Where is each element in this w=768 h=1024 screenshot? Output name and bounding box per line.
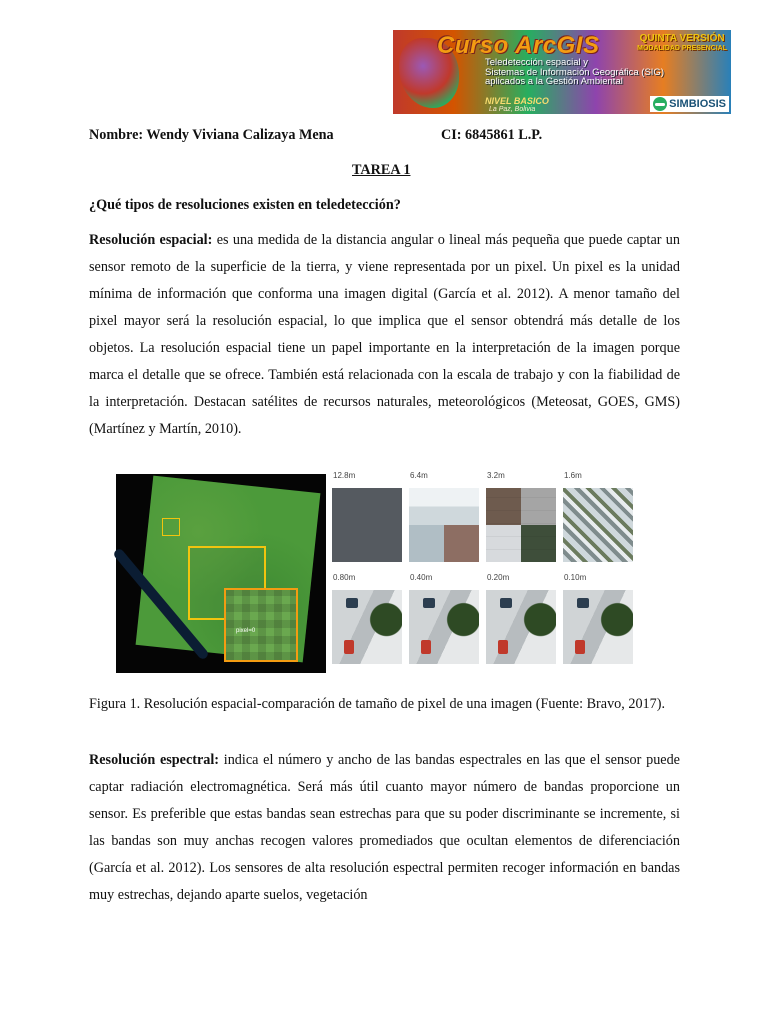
zoom-box-large: [224, 588, 298, 662]
spatial-resolution-heading: Resolución espacial:: [89, 232, 213, 248]
dark-car: [346, 598, 358, 608]
course-banner: [393, 30, 731, 114]
panel-image: [563, 488, 633, 562]
panel-label: 12.8m: [333, 471, 356, 480]
student-ci: [441, 122, 542, 149]
panel-label: 0.20m: [487, 573, 510, 582]
simbiosis-logo-icon: [653, 97, 667, 111]
ci-label: CI:: [441, 127, 462, 143]
panel-label: 0.10m: [564, 573, 587, 582]
name-label: Nombre:: [89, 127, 144, 143]
resolution-panel-0-80m: [332, 573, 402, 662]
red-car: [575, 640, 585, 654]
panel-label: 1.6m: [564, 471, 582, 480]
banner-edition-line1: QUINTA VERSIÓN: [639, 33, 725, 44]
student-name: [89, 122, 334, 149]
panel-image: [563, 590, 633, 664]
spectral-resolution-body: indica el número y ancho de las bandas espectrales en las que el sensor puede captar radiación electromagnética. Será más útil cuanto mayor número de bandas proporcione un sensor. Es preferible que estas bandas sean estrechas para que su poder discriminante se incremente, si las bandas son muy anchas recogen valores promediados que ocultan elementos de diferenciación (García et al. 2012). Los sensores de alta resolución espectral permiten recoger información en bandas muy estrechas, dejando aparte suelos, vegetación: [89, 752, 680, 903]
banner-subtitle-line3: aplicados a la Gestión Ambiental: [485, 76, 623, 87]
panel-image: [486, 488, 556, 562]
resolution-panel-1-6m: [563, 471, 633, 560]
banner-location: La Paz, Bolivia: [489, 106, 536, 113]
banner-level: NIVEL BASICO: [485, 96, 549, 106]
ci-value: 6845861 L.P.: [465, 127, 543, 143]
banner-subtitle-line1: Teledetección espacial y: [485, 57, 588, 68]
spectral-resolution-paragraph: [89, 747, 680, 909]
dark-car: [500, 598, 512, 608]
panel-image: [486, 590, 556, 664]
resolution-panel-12-8m: [332, 471, 402, 560]
red-car: [344, 640, 354, 654]
red-car: [498, 640, 508, 654]
panel-label: 6.4m: [410, 471, 428, 480]
figure-1: [116, 472, 632, 673]
panel-label: 3.2m: [487, 471, 505, 480]
resolution-panel-3-2m: [486, 471, 556, 560]
panel-image: [332, 590, 402, 664]
red-car: [421, 640, 431, 654]
spectral-resolution-heading: Resolución espectral:: [89, 752, 220, 768]
banner-subtitle-line2: Sistemas de Información Geográfica (SIG): [485, 66, 664, 78]
panel-label: 0.80m: [333, 573, 356, 582]
satellite-image: [116, 474, 326, 673]
banner-title: Curso ArcGIS: [437, 32, 600, 59]
panel-image: [409, 488, 479, 562]
resolution-panel-0-20m: [486, 573, 556, 662]
resolution-panel-6-4m: [409, 471, 479, 560]
panel-image: [409, 590, 479, 664]
panel-label: 0.40m: [410, 573, 433, 582]
pixel-label: pixel=0: [236, 628, 256, 634]
simbiosis-logo: [650, 96, 729, 112]
figure-caption: Figura 1. Resolución espacial-comparación de tamaño de pixel de una imagen (Fuente: Bravo, 2017).: [89, 696, 665, 712]
zoom-box-small: [162, 518, 180, 536]
resolution-panel-0-10m: [563, 573, 633, 662]
question-heading: ¿Qué tipos de resoluciones existen en teledetección?: [89, 197, 401, 213]
banner-edition: [637, 34, 727, 54]
name-value: Wendy Viviana Calizaya Mena: [146, 127, 334, 143]
banner-edition-line2: MODALIDAD PRESENCIAL: [637, 45, 727, 52]
spatial-resolution-paragraph: [89, 227, 680, 443]
dark-car: [577, 598, 589, 608]
spatial-resolution-body: es una medida de la distancia angular o lineal más pequeña que puede captar un sensor remoto de la superficie de la tierra, y viene representada por un pixel. Un pixel es la unidad mínima de información que conforma una imagen digital (García et al. 2012). A menor tamaño del pixel mayor será la resolución espacial, lo que implica que el sensor obtendrá más detalle de los objetos. La resolución espacial tiene un papel importante en la interpretación de la imagen porque marca el detalle que se ofrece. También está relacionada con la escala de trabajo y con la fiabilidad de la interpretación. Destacan satélites de recursos naturales, meteorológicos (Meteosat, GOES, GMS) (Martínez y Martín, 2010).: [89, 232, 680, 437]
dark-car: [423, 598, 435, 608]
panel-image: [332, 488, 402, 562]
banner-subtitle: [485, 58, 664, 87]
simbiosis-logo-text: SIMBIOSIS: [669, 98, 726, 110]
resolution-panel-0-40m: [409, 573, 479, 662]
document-title: TAREA 1: [352, 162, 411, 178]
